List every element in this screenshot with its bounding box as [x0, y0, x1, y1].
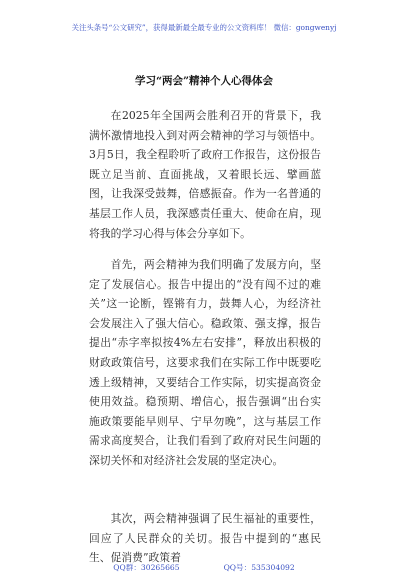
- header-banner: 关注头条号“公文研究”，获得最新最全最专业的公文资料库！ 微信：gongwenyj: [71, 23, 337, 32]
- footer-qq-number: QQ号：535304092: [223, 563, 295, 572]
- body-paragraph-2: 首先，两会精神为我们明确了发展方向，坚定了发展信心。报告中提出的“没有闯不过的难关”这一论断，铿锵有力，鼓舞人心，为经济社会发展注入了强大信心。稳政策、强支撑，报告提出“赤字率拟按4%左右安排”，释放出积极的财政政策信号，这要求我们在实际工作中既要吃透上级精神，又要结合工作实际，切实提高资金使用效益。稳预期、增信心，报告强调“出台实施政策要能早则早、宁早勿晚”，这与基层工作需求高度契合，让我们看到了政府对民生问题的深切关怀和对经济社会发展的坚定决心。: [89, 258, 321, 467]
- body-paragraph-1: 在2025年全国两会胜利召开的背景下，我满怀激情地投入到对两会精神的学习与领悟中。3月5日，我全程聆听了政府工作报告，这份报告既立足当前、直面挑战，又着眼长远、擘画蓝图，让我深受鼓舞，倍感振奋。作为一名普通的基层工作人员，我深感责任重大、使命在肩，现将我的学习心得与体会分享如下。: [89, 109, 321, 240]
- footer-contact: [0, 563, 408, 573]
- body-paragraph-3: 其次，两会精神强调了民生福祉的重要性，回应了人民群众的关切。报告中提到的“惠民生、促消费”政策着: [89, 512, 321, 565]
- page-title: 学习“两会”精神个人心得体会: [134, 75, 274, 87]
- footer-qq-group: QQ群：30265665: [113, 563, 180, 572]
